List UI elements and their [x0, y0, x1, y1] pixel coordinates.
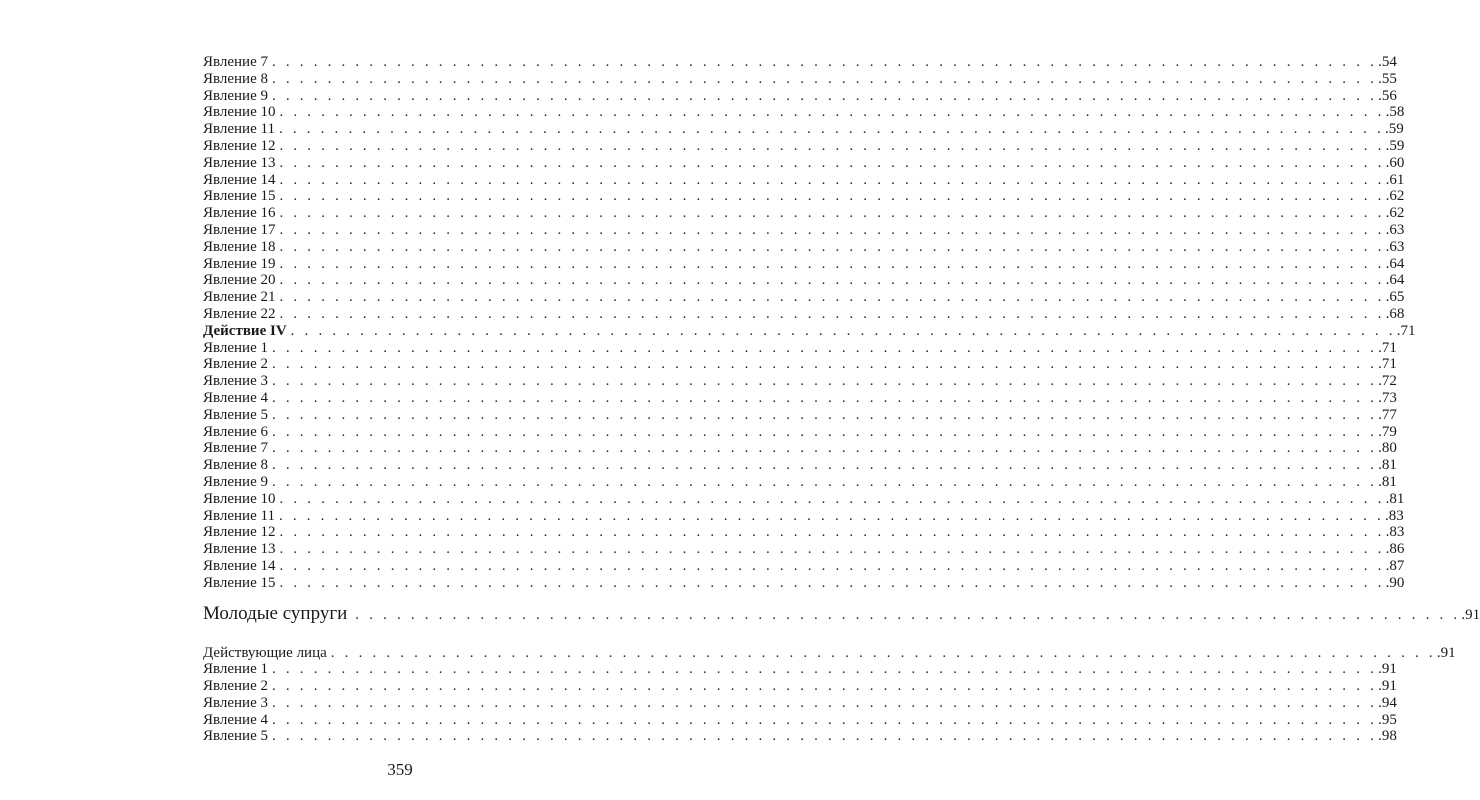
section-title: Молодые супруги	[203, 602, 348, 624]
toc-entry	[203, 406, 1397, 424]
entry-page-number: .72	[1378, 373, 1397, 390]
entry-page-number: .56	[1378, 87, 1397, 104]
toc-entry	[203, 524, 1405, 541]
toc-list-part-1	[203, 54, 1416, 592]
dot-leader: . . . . . . . . . . . . . . . . . . . . . . . . . . . . . . . . . . . . . . . . . . . . . . . . . . . . . . . . . . . . . . . . . . . . . . . . . . . . . . . .	[272, 70, 1378, 87]
entry-page-number: .71	[1378, 356, 1397, 373]
toc-entry	[203, 541, 1405, 558]
entry-page-number: .81	[1378, 473, 1397, 490]
toc-entry	[203, 440, 1397, 457]
dot-leader: . . . . . . . . . . . . . . . . . . . . . . . . . . . . . . . . . . . . . . . . . . . . . . . . . . . . . . . . . . . . . . . . . . . . . . . . . . . . . . . .	[272, 87, 1378, 104]
toc-entry	[203, 272, 1405, 289]
entry-label: Явление 13	[203, 154, 276, 171]
entry-label: Явление 6	[203, 423, 268, 440]
dot-leader: . . . . . . . . . . . . . . . . . . . . . . . . . . . . . . . . . . . . . . . . . . . . . . . . . . . . . . . . . . . . . . . . . . . . . . . . . . . . . . . .	[272, 389, 1378, 406]
entry-page-number: .60	[1385, 154, 1405, 171]
entry-label: Действие IV	[203, 322, 287, 339]
toc-entry	[203, 221, 1405, 239]
entry-page-number: .83	[1385, 524, 1405, 541]
dot-leader: . . . . . . . . . . . . . . . . . . . . . . . . . . . . . . . . . . . . . . . . . . . . . . . . . . . . . . . . . . . . . . . . . . . . . . . . . . . . . . . .	[272, 423, 1378, 440]
dot-leader: . . . . . . . . . . . . . . . . . . . . . . . . . . . . . . . . . . . . . . . . . . . . . . . . . . . . . . . . . . . . . . . . . . . . . . . . . . . . . . . .	[272, 473, 1378, 490]
entry-label: Явление 18	[203, 238, 276, 255]
dot-leader: . . . . . . . . . . . . . . . . . . . . . . . . . . . . . . . . . . . . . . . . . . . . . . . . . . . . . . . . . . . . . . . . . . . . . . . . . . . . . . . .	[279, 221, 1385, 238]
entry-label: Явление 4	[203, 389, 268, 406]
toc-list-part-2	[203, 644, 1456, 746]
dot-leader: . . . . . . . . . . . . . . . . . . . . . . . . . . . . . . . . . . . . . . . . . . . . . . . . . . . . . . . . . . . . . . . . . . . . . . . . . . . . . . . .	[278, 507, 1385, 524]
dot-leader: . . . . . . . . . . . . . . . . . . . . . . . . . . . . . . . . . . . . . . . . . . . . . . . . . . . . . . . . . . . . . . . . . . . . . . . . . . . . . . . .	[279, 154, 1385, 171]
entry-page-number: .64	[1385, 272, 1405, 289]
entry-page-number: .86	[1385, 541, 1405, 558]
toc-act-heading	[203, 322, 1416, 340]
entry-label: Явление 1	[203, 339, 268, 356]
dot-leader: . . . . . . . . . . . . . . . . . . . . . . . . . . . . . . . . . . . . . . . . . . . . . . . . . . . . . . . . . . . . . . . . . . . . . . . . . . . . . . . .	[279, 305, 1385, 322]
toc-entry	[203, 711, 1397, 729]
dot-leader: . . . . . . . . . . . . . . . . . . . . . . . . . . . . . . . . . . . . . . . . . . . . . . . . . . . . . . . . . . . . . . . . . . . . . . . . . . . . . . . .	[272, 661, 1378, 678]
dot-leader: . . . . . . . . . . . . . . . . . . . . . . . . . . . . . . . . . . . . . . . . . . . . . . . . . . . . . . . . . . . . . . . . . . . . . . . . . . . . . . . .	[279, 490, 1385, 507]
entry-label: Явление 11	[203, 507, 275, 524]
dot-leader: . . . . . . . . . . . . . . . . . . . . . . . . . . . . . . . . . . . . . . . . . . . . . . . . . . . . . . . . . . . . . . . . . . . . . . . . . . . . . . . .	[278, 121, 1385, 138]
dot-leader: . . . . . . . . . . . . . . . . . . . . . . . . . . . . . . . . . . . . . . . . . . . . . . . . . . . . . . . . . . . . . . . . . . . . . . . . . . . . . . . .	[279, 524, 1385, 541]
entry-label: Явление 3	[203, 373, 268, 390]
toc-entry	[203, 389, 1397, 407]
entry-label: Явление 10	[203, 490, 276, 507]
dot-leader: . . . . . . . . . . . . . . . . . . . . . . . . . . . . . . . . . . . . . . . . . . . . . . . . . . . . . . . . . . . . . . . . . . . . . . . . . . . . . . . .	[272, 54, 1378, 70]
entry-page-number: .95	[1378, 711, 1397, 728]
entry-label: Явление 9	[203, 87, 268, 104]
entry-label: Явление 4	[203, 711, 268, 728]
entry-page-number: .59	[1385, 137, 1405, 154]
entry-label: Явление 17	[203, 221, 276, 238]
toc-entry	[203, 339, 1397, 357]
entry-label: Явление 9	[203, 473, 268, 490]
toc-entry	[203, 205, 1405, 222]
entry-page-number: .62	[1385, 188, 1405, 205]
toc-entry	[203, 423, 1397, 441]
toc-entry	[203, 457, 1397, 474]
entry-page-number: .91	[1378, 661, 1397, 678]
dot-leader: . . . . . . . . . . . . . . . . . . . . . . . . . . . . . . . . . . . . . . . . . . . . . . . . . . . . . . . . . . . . . . . . . . . . . . . . . . . . . . . .	[279, 137, 1385, 154]
entry-page-number: .91	[1378, 678, 1397, 695]
toc-entry	[203, 255, 1405, 273]
entry-page-number: .83	[1385, 507, 1404, 524]
toc-entry	[203, 188, 1405, 205]
entry-label: Явление 12	[203, 524, 276, 541]
toc-entry	[203, 507, 1404, 525]
dot-leader: . . . . . . . . . . . . . . . . . . . . . . . . . . . . . . . . . . . . . . . . . . . . . . . . . . . . . . . . . . . . . . . . . . . . . . . . . . . . . . . .	[272, 728, 1378, 745]
dot-leader: . . . . . . . . . . . . . . . . . . . . . . . . . . . . . . . . . . . . . . . . . . . . . . . . . . . . . . . . . . . . . . . . . . . . . . . . . . . . . . . .	[279, 541, 1385, 558]
entry-page-number: .91	[1436, 644, 1456, 661]
entry-page-number: .61	[1385, 171, 1405, 188]
dot-leader: . . . . . . . . . . . . . . . . . . . . . . . . . . . . . . . . . . . . . . . . . . . . . . . . . . . . . . . . . . . . . . . . . . . . . . . . . . . . . . . .	[272, 373, 1378, 390]
section-page-number: .91	[1461, 606, 1480, 623]
toc-entry	[203, 490, 1405, 508]
entry-label: Явление 5	[203, 728, 268, 745]
entry-page-number: .65	[1385, 289, 1405, 306]
entry-page-number: .62	[1385, 205, 1405, 222]
entry-page-number: .59	[1385, 121, 1404, 138]
entry-label: Явление 11	[203, 121, 275, 138]
entry-page-number: .64	[1385, 255, 1405, 272]
dot-leader: . . . . . . . . . . . . . . . . . . . . . . . . . . . . . . . . . . . . . . . . . . . . . . . . . . . . . . . . . . . . . . . . . . . . . . . . . . . . . . . .	[272, 339, 1378, 356]
entry-label: Действующие лица	[203, 644, 327, 661]
dot-leader: . . . . . . . . . . . . . . . . . . . . . . . . . . . . . . . . . . . . . . . . . . . . . . . . . . . . . . . . . . . . . . . . . . . . . . . . . . . . . . . .	[272, 457, 1378, 474]
toc-entry	[203, 289, 1405, 306]
toc-entry	[203, 473, 1397, 491]
toc-entry	[203, 728, 1397, 745]
toc-entry	[203, 171, 1405, 189]
entry-page-number: .63	[1385, 221, 1405, 238]
toc-entry	[203, 557, 1405, 575]
toc-entry	[203, 644, 1456, 662]
toc-entry	[203, 373, 1397, 390]
dot-leader: . . . . . . . . . . . . . . . . . . . . . . . . . . . . . . . . . . . . . . . . . . . . . . . . . . . . . . . . . . . . . . . . . . . . . . . . . . . . . . . .	[279, 205, 1385, 222]
entry-label: Явление 3	[203, 694, 268, 711]
dot-leader: . . . . . . . . . . . . . . . . . . . . . . . . . . . . . . . . . . . . . . . . . . . . . . . . . . . . . . . . . . . . . . . . . . . . . . . . . . . . . . . .	[279, 104, 1385, 121]
entry-page-number: .71	[1378, 339, 1397, 356]
toc-entry	[203, 356, 1397, 373]
entry-label: Явление 7	[203, 440, 268, 457]
entry-label: Явление 15	[203, 574, 276, 591]
toc-entry	[203, 694, 1397, 712]
entry-page-number: .55	[1378, 70, 1397, 87]
entry-page-number: .94	[1378, 694, 1397, 711]
entry-page-number: .71	[1396, 322, 1416, 339]
entry-page-number: .80	[1378, 440, 1397, 457]
entry-label: Явление 2	[203, 678, 268, 695]
toc-entry	[203, 104, 1405, 121]
toc-entry	[203, 70, 1397, 88]
entry-page-number: .87	[1385, 557, 1405, 574]
entry-page-number: .79	[1378, 423, 1397, 440]
dot-leader: . . . . . . . . . . . . . . . . . . . . . . . . . . . . . . . . . . . . . . . . . . . . . . . . . . . . . . . . . . . . . . . . . . . . . . . . . . . . . . . .	[272, 406, 1378, 423]
dot-leader: . . . . . . . . . . . . . . . . . . . . . . . . . . . . . . . . . . . . . . . . . . . . . . . . . . . . . . . . . . . . . . . . . . . . . . . . . . . . . . . .	[279, 272, 1385, 289]
dot-leader: . . . . . . . . . . . . . . . . . . . . . . . . . . . . . . . . . . . . . . . . . . . . . . . . . . . . . . . . . . . . . . . . . . . . . . . . . . . . . . . .	[279, 255, 1385, 272]
table-of-contents	[203, 54, 1480, 745]
dot-leader: . . . . . . . . . . . . . . . . . . . . . . . . . . . . . . . . . . . . . . . . . . . . . . . . . . . . . . . . . . . . . . . . . . . . . . . . . . . . . . . .	[290, 322, 1396, 339]
entry-label: Явление 1	[203, 661, 268, 678]
dot-leader: . . . . . . . . . . . . . . . . . . . . . . . . . . . . . . . . . . . . . . . . . . . . . . . . . . . . . . . . . . . . . . . . . . . . . . . . . . . . . . . .	[272, 440, 1378, 457]
entry-page-number: .81	[1385, 490, 1405, 507]
entry-label: Явление 8	[203, 70, 268, 87]
dot-leader: . . . . . . . . . . . . . . . . . . . . . . . . . . . . . . . . . . . . . . . . . . . . . . . . . . . . . . . . . . . . . . . . . . . . . . . . . . . . . . . .	[279, 557, 1385, 574]
dot-leader: . . . . . . . . . . . . . . . . . . . . . . . . . . . . . . . . . . . . . . . . . . . . . . . . . . . . . . . . . . . . . . . . . . . . . . . . . . . . . . . .	[279, 289, 1385, 306]
dot-leader: . . . . . . . . . . . . . . . . . . . . . . . . . . . . . . . . . . . . . . . . . . . . . . . . . . . . . . . . . . . . . . . . . . . . . . . . . . . . . . . .	[272, 694, 1378, 711]
entry-page-number: .77	[1378, 406, 1397, 423]
entry-page-number: .90	[1385, 574, 1405, 591]
entry-label: Явление 20	[203, 272, 276, 289]
toc-entry	[203, 54, 1397, 71]
entry-label: Явление 13	[203, 541, 276, 558]
entry-label: Явление 8	[203, 457, 268, 474]
entry-page-number: .73	[1378, 389, 1397, 406]
entry-page-number: .54	[1378, 54, 1397, 70]
entry-page-number: .81	[1378, 457, 1397, 474]
dot-leader: . . . . . . . . . . . . . . . . . . . . . . . . . . . . . . . . . . . . . . . . . . . . . . . . . . . . . . . . . . . . . . . . . . . . . . . . . . . . . . . .	[279, 171, 1385, 188]
entry-label: Явление 15	[203, 188, 276, 205]
toc-entry	[203, 238, 1405, 256]
toc-section-heading	[203, 602, 1480, 625]
dot-leader: . . . . . . . . . . . . . . . . . . . . . . . . . . . . . . . . . . . . . . . . . . . . . . . . . . . . . . . . . . . . . . . . . . . . . . . . . . . . . . . .	[279, 188, 1385, 205]
entry-label: Явление 14	[203, 171, 276, 188]
toc-entry	[203, 87, 1397, 105]
entry-label: Явление 14	[203, 557, 276, 574]
entry-label: Явление 16	[203, 205, 276, 222]
dot-leader: . . . . . . . . . . . . . . . . . . . . . . . . . . . . . . . . . . . . . . . . . . . . . . . . . . . . . . . . . . . . . . . . . . . . . . . . . . . . . . . .	[279, 238, 1385, 255]
entry-label: Явление 12	[203, 137, 276, 154]
entry-label: Явление 19	[203, 255, 276, 272]
toc-entry	[203, 137, 1405, 155]
entry-label: Явление 7	[203, 54, 268, 70]
entry-page-number: .58	[1385, 104, 1405, 121]
entry-page-number: .98	[1378, 728, 1397, 745]
dot-leader: . . . . . . . . . . . . . . . . . . . . . . . . . . . . . . . . . . . . . . . . . . . . . . . . . . . . . . . . . . . . . . . . . . . . . . . . . . . . . . . .	[279, 574, 1385, 591]
toc-entry	[203, 121, 1404, 138]
entry-page-number: .63	[1385, 238, 1405, 255]
toc-entry	[203, 154, 1405, 172]
page-number: 359	[387, 760, 413, 779]
dot-leader: . . . . . . . . . . . . . . . . . . . . . . . . . . . . . . . . . . . . . . . . . . . . . . . . . . . . . . . . . . . . . . . . . . . . . . . . . . . . . . . .	[330, 644, 1436, 661]
toc-entry	[203, 661, 1397, 678]
dot-leader: . . . . . . . . . . . . . . . . . . . . . . . . . . . . . . . . . . . . . . . . . . . . . . . . . . . . . . . . . . . . . . . . . . . . . . . . . . . . . . . .	[272, 711, 1378, 728]
toc-entry	[203, 305, 1405, 323]
toc-entry	[203, 574, 1405, 592]
entry-label: Явление 10	[203, 104, 276, 121]
dot-leader: . . . . . . . . . . . . . . . . . . . . . . . . . . . . . . . . . . . . . . . . . . . . . . . . . . . . . . . . . . . . . . . . . . . . . . . . . . . . . . . .	[272, 678, 1378, 695]
entry-page-number: .68	[1385, 305, 1405, 322]
dot-leader: . . . . . . . . . . . . . . . . . . . . . . . . . . . . . . . . . . . . . . . . . . . . . . . . . . . . . . . . . . . . . . . . . . . . . . . . . . . . . . . .	[272, 356, 1378, 373]
entry-label: Явление 2	[203, 356, 268, 373]
entry-label: Явление 22	[203, 305, 276, 322]
entry-label: Явление 21	[203, 289, 276, 306]
entry-label: Явление 5	[203, 406, 268, 423]
dot-leader: . . . . . . . . . . . . . . . . . . . . . . . . . . . . . . . . . . . . . . . . . . . . . . . . . . . . . . . . . . . . . . . . . . . . . . . . . . . . . . . .	[355, 606, 1461, 623]
toc-entry	[203, 678, 1397, 695]
